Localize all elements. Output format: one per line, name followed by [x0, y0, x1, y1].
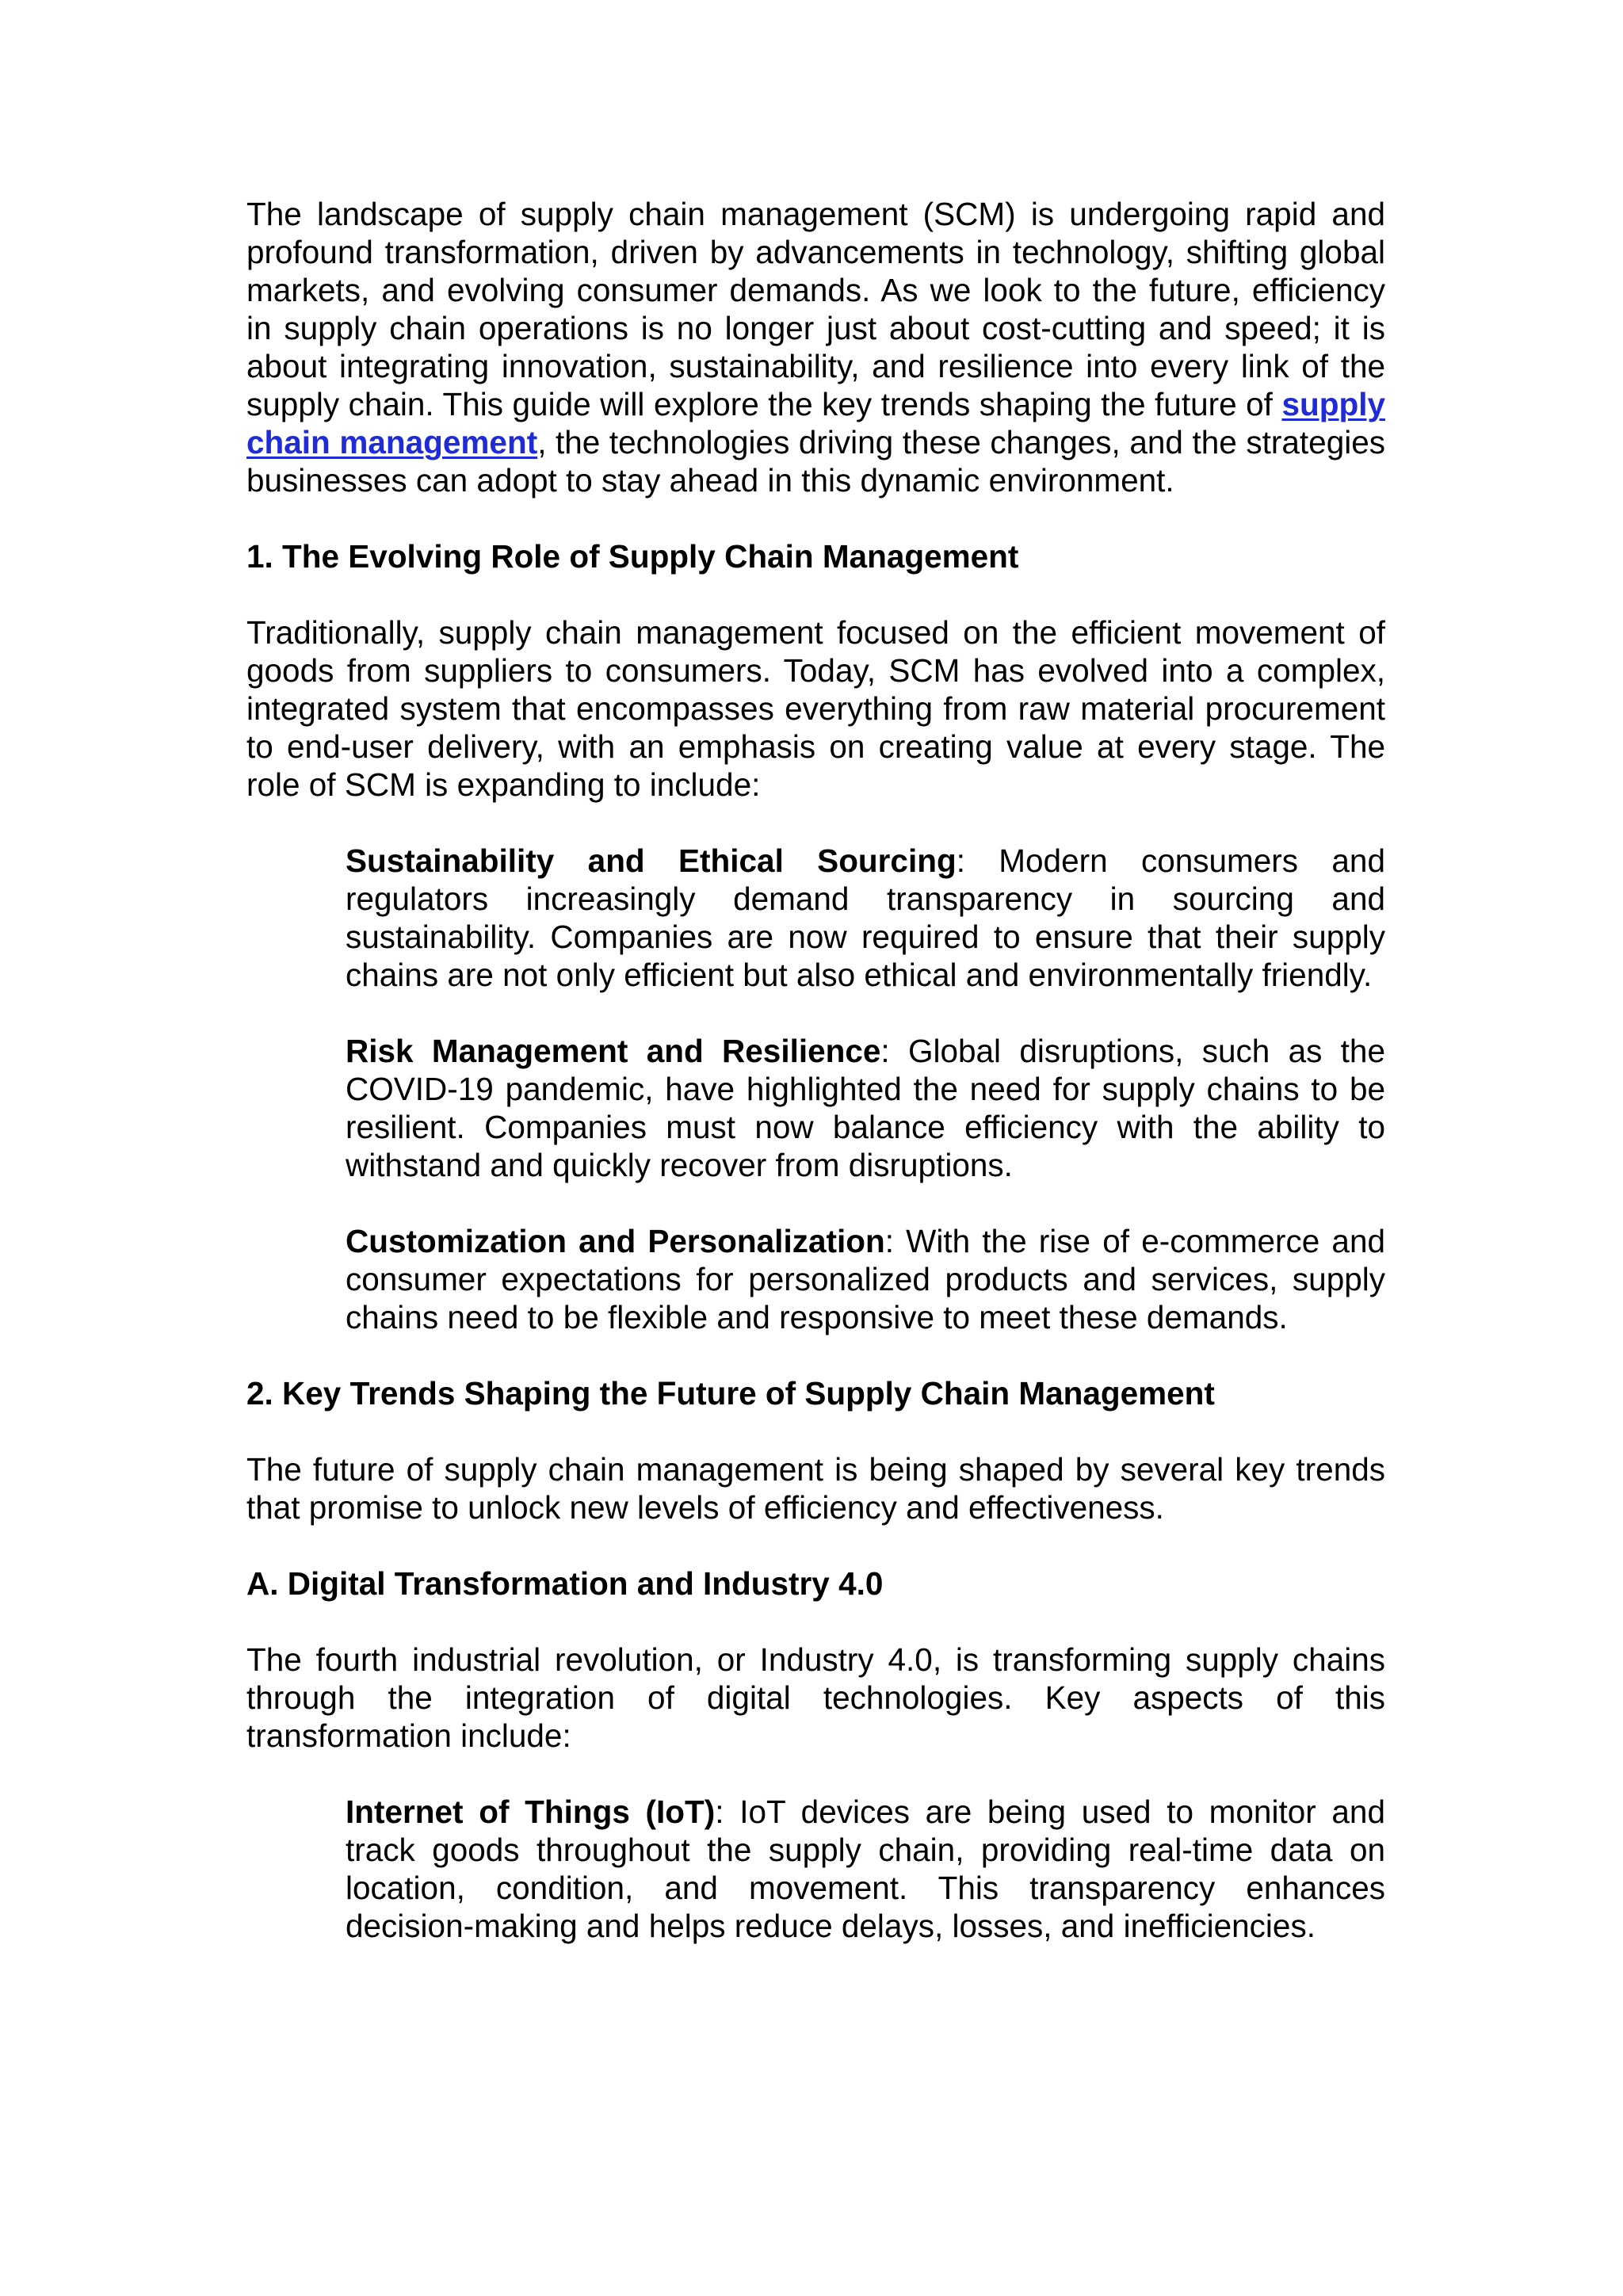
section-2-heading: 2. Key Trends Shaping the Future of Supply Chain Management — [246, 1375, 1215, 1412]
intro-paragraph — [246, 195, 1385, 499]
document-page — [246, 195, 1385, 1983]
list-item-text: : Modern consumers and regulators increasingly demand transparency in sourcing and sustainability. Companies are now required to ensure that their supply chains are not only efficient but also ethical and environmentally friendly. — [346, 842, 1385, 993]
intro-text-after-link: , the technologies driving these changes, and the strategies businesses can adopt to stay ahead in this dynamic environment. — [246, 424, 1385, 499]
list-item-text: : IoT devices are being used to monitor and track goods throughout the supply chain, providing real-time data on location, condition, and movement. This transparency enhances decision-making and helps reduce delays, losses, and inefficiencies. — [346, 1794, 1385, 1944]
list-item — [346, 842, 1385, 994]
list-item — [346, 1793, 1385, 1945]
section-a-intro: The fourth industrial revolution, or Industry 4.0, is transforming supply chains through the integration of digital technologies. Key aspects of this transformation include: — [246, 1641, 1385, 1754]
list-item — [346, 1222, 1385, 1336]
section-1-intro: Traditionally, supply chain management focused on the efficient movement of goods from suppliers to consumers. Today, SCM has evolved into a complex, integrated system that encompasses everything from raw material procurement to end-user delivery, with an emphasis on creating value at every stage. The role of SCM is expanding to include: — [246, 614, 1385, 803]
section-a-heading: A. Digital Transformation and Industry 4.0 — [246, 1565, 884, 1602]
section-2-intro: The future of supply chain management is being shaped by several key trends that promise to unlock new levels of efficiency and effectiveness. — [246, 1451, 1385, 1526]
intro-text-before-link: The landscape of supply chain management (SCM) is undergoing rapid and profound transformation, driven by advancements in technology, shifting global markets, and evolving consumer demands. As we look to the future, efficiency in supply chain operations is no longer just about cost-cutting and speed; it is about integrating innovation, sustainability, and resilience into every link of the supply chain. This guide will explore the key trends shaping the future of — [246, 196, 1385, 422]
supply-chain-management-link[interactable]: supply chain management — [246, 386, 1385, 460]
list-item-term: Internet of Things (IoT) — [346, 1794, 716, 1830]
list-item-term: Customization and Personalization — [346, 1223, 885, 1259]
section-1-heading: 1. The Evolving Role of Supply Chain Management — [246, 538, 1019, 575]
list-item-term: Risk Management and Resilience — [346, 1033, 881, 1069]
list-item-text: : With the rise of e-commerce and consumer expectations for personalized products and services, supply chains need to be flexible and responsive to meet these demands. — [346, 1223, 1385, 1335]
list-item-term: Sustainability and Ethical Sourcing — [346, 842, 957, 879]
list-item-text: : Global disruptions, such as the COVID-19 pandemic, have highlighted the need for supply chains to be resilient. Companies must now balance efficiency with the ability to withstand and quickly recover from disruptions. — [346, 1033, 1385, 1183]
list-item — [346, 1032, 1385, 1184]
